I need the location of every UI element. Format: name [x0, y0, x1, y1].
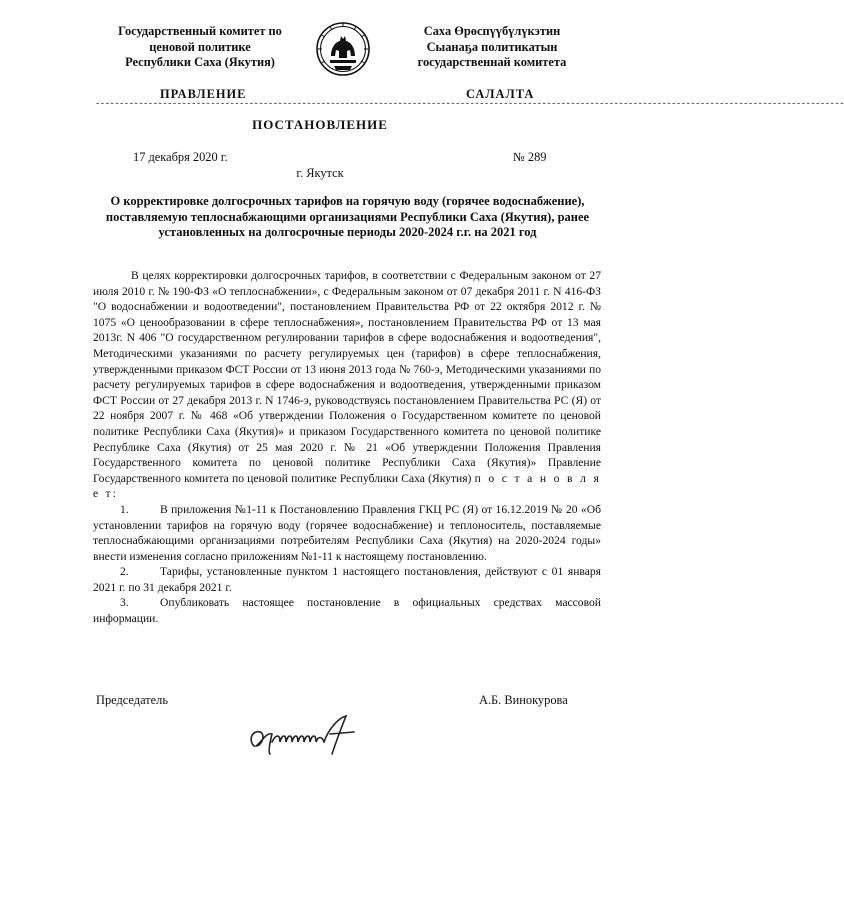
document-body	[93, 268, 601, 627]
header-divider: ------------------------------------------------------------------------------------------------------------------------------------------------------------	[95, 99, 844, 109]
document-city: г. Якутск	[296, 166, 344, 180]
board-label: ПРАВЛЕНИЕ	[160, 87, 247, 101]
header-left-line: ценовой политике	[149, 39, 251, 54]
header-right-line: государственнай комитета	[417, 55, 567, 70]
item-text: Тарифы, установленные пунктом 1 настоящего постановления, действуют с 01 января 2021 г. по 31 декабря 2021 г.	[93, 565, 601, 594]
resolve-word: п о с т а н о в л я е т:	[93, 471, 602, 501]
header-left-line: Государственный комитет по	[118, 24, 282, 38]
preamble-paragraph	[93, 268, 601, 502]
header-right-line: Саха Өрөспүүбүлүкэтин	[423, 24, 561, 38]
header-left-line: Республики Саха (Якутия)	[125, 55, 275, 70]
document-title: О корректировке долгосрочных тарифов на горячую воду (горячее водоснабжение), поставляемую теплоснабжающими организациями Республики Саха (Якутия), ранее установленных на долгосрочные периоды 2020-2024 г.г. на 2021 год	[105, 194, 590, 239]
item-number: 1.	[120, 502, 129, 516]
board-label-sakha: САЛАЛТА	[466, 87, 535, 101]
list-item	[93, 595, 601, 626]
header-right-line: Сыанаҕа политикатын	[426, 39, 558, 54]
item-number: 3.	[120, 596, 129, 610]
header-left-org	[90, 24, 310, 71]
coat-of-arms-icon	[316, 20, 370, 78]
preamble-text: В целях корректировки долгосрочных тарифов, в соответствии с Федеральным законом от 27 июля 2010 г. № 190-ФЗ «О теплоснабжении», с Федеральным законом от 07 декабря 2011 г. N 416-ФЗ "О водоснабжении и водоотведении", постановлением Правительства РФ от 22 октября 2012 г. № 1075 «О ценообразовании в сфере теплоснабжения», постановлением Правительства РФ от 13 мая 2013г. N 406 "О государственном регулировании тарифов в сфере водоснабжения и водоотведения", Методическими указаниями по расчету регулируемых цен (тарифов) в сфере теплоснабжения, утвержденными приказом ФСТ России от 13 июня 2013 года № 760-э, Методическими указаниями по расчету регулируемых тарифов в сфере водоснабжения и водоотведения, утвержденными приказом ФСТ России от 27 декабря 2013 г. N 1746-э, руководствуясь постановлением Правительства РС (Я) от 22 ноября 2007 г. № 468 «Об утверждении Положения о Государственном комитете по ценовой политике Республики Саха (Якутия)» и приказом Государственного комитета по ценовой политике Республике Саха (Якутия) от 25 мая 2020 г. № 21 «Об утверждении Положения Правления Государственного комитета по ценовой политике Республики Саха (Якутия)» Правление Государственного комитета по ценовой политике Республики Саха (Якутия)	[93, 269, 601, 485]
document-type: ПОСТАНОВЛЕНИЕ	[252, 117, 388, 132]
header-right-org	[388, 24, 596, 71]
list-item	[93, 564, 601, 595]
signer-position: Председатель	[96, 693, 169, 707]
handwritten-signature	[246, 712, 364, 760]
list-item	[93, 502, 601, 564]
item-text: Опубликовать настоящее постановление в официальных средствах массовой информации.	[93, 596, 601, 626]
signer-name: А.Б. Винокурова	[479, 693, 568, 707]
document-number: № 289	[513, 150, 547, 164]
item-number: 2.	[120, 565, 129, 579]
item-text: В приложения №1-11 к Постановлению Правления ГКЦ РС (Я) от 16.12.2019 № 20 «Об установлении тарифов на горячую воду (горячее водоснабжение) и теплоноситель, поставляемые теплоснабжающими организациями потребителям Республики Саха (Якутия) на 2020-2024 годы» внести изменения согласно приложениям №1-11 к настоящему постановлению.	[93, 502, 601, 563]
document-date: 17 декабря 2020 г.	[133, 150, 228, 164]
